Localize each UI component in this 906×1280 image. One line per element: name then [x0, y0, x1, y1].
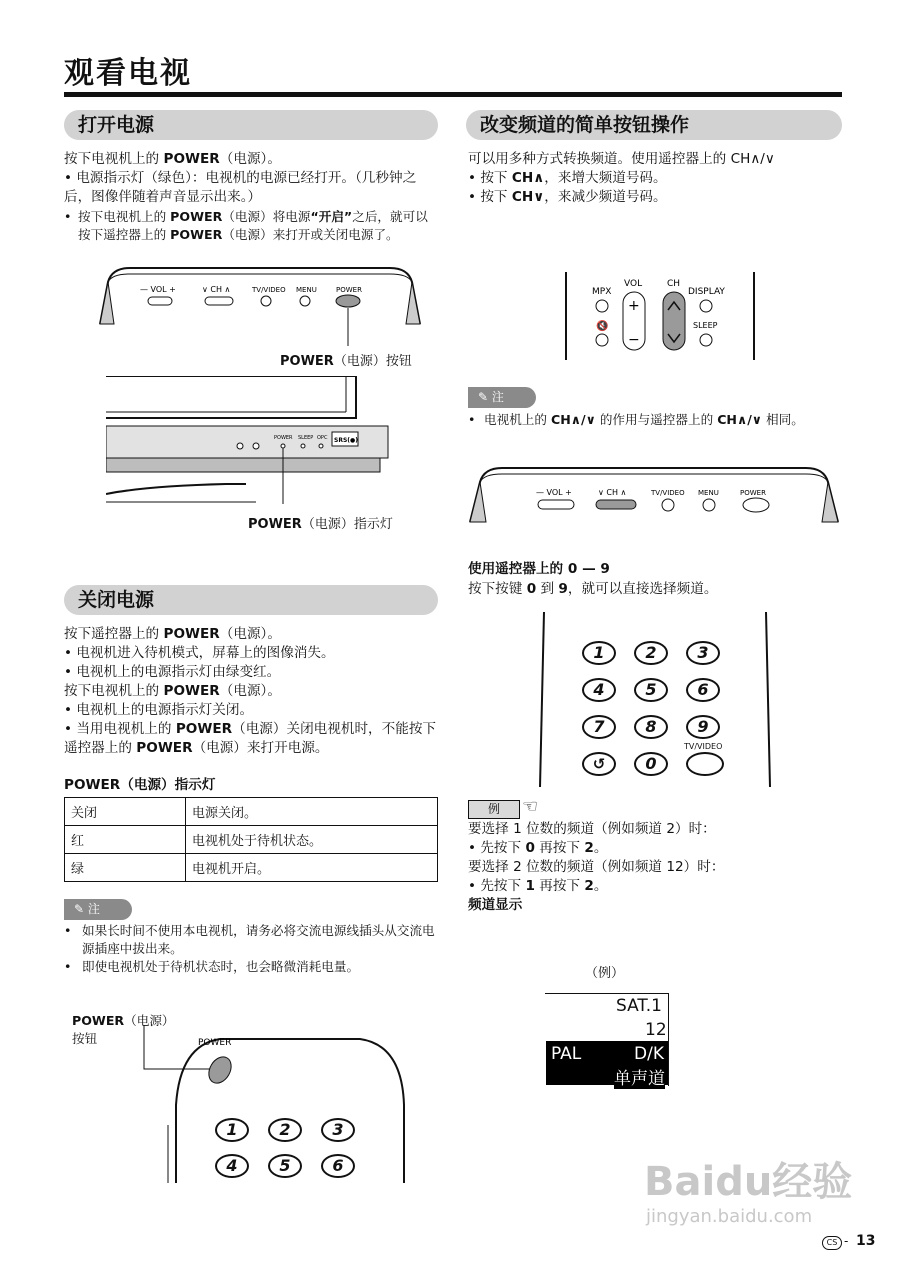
panel2-menu-button [703, 499, 715, 511]
mpx-label: MPX [592, 287, 612, 297]
power-on-text: 按下电视机上的 POWER（电源）。 • 电源指示灯（绿色）：电视机的电源已经打开。（几秒钟之后，图像伴随着声音显示出来。） [64, 150, 440, 207]
watermark-brand: Baidu经验 [644, 1159, 853, 1205]
pointing-hand-icon: ☜ [522, 796, 539, 817]
mpx-button [596, 300, 608, 312]
panel-menu-label: MENU [296, 286, 317, 294]
sleep-button [700, 334, 712, 346]
panel-ch-label: ∨ CH ∧ [202, 285, 231, 294]
panel2-vol-label: — VOL + [536, 488, 572, 497]
display-button [700, 300, 712, 312]
callout-power-button: POWER（电源）按钮 [280, 354, 412, 369]
power-on-bullet-2: • 按下电视机上的 POWER（电源）将电源“开启”之后，就可以按下遥控器上的 POWER（电源）来打开或关闭电源了。 [64, 209, 428, 242]
example-tag: 例 [468, 800, 520, 819]
svg-text:+: + [628, 298, 640, 314]
key-3[interactable]: 3 [321, 1118, 355, 1142]
remote-power-button [204, 1053, 235, 1087]
osd-sat: SAT.1 [616, 996, 663, 1016]
key-3[interactable]: 3 [686, 641, 720, 665]
key-0[interactable]: 0 [634, 752, 668, 776]
panel-power-button [336, 295, 360, 307]
osd-channel-number: 12 [645, 1020, 667, 1040]
display-label: DISPLAY [688, 287, 725, 297]
panel2-menu-label: MENU [698, 489, 719, 497]
vol-label: VOL [624, 279, 643, 289]
section-heading-power-on: 打开电源 [64, 110, 438, 140]
key-4[interactable]: 4 [215, 1154, 249, 1178]
ch-label: CH [667, 279, 681, 289]
panel2-ch-button [596, 500, 636, 509]
front-sleep-label: SLEEP [298, 435, 314, 441]
page-number: 13 [856, 1233, 876, 1249]
key-8[interactable]: 8 [634, 715, 668, 739]
osd-sound-system: D/K [634, 1044, 664, 1064]
remote-power-callout: POWER（电源） 按钮 [72, 1013, 175, 1046]
tvvideo-label: TV/VIDEO [684, 742, 723, 751]
front-srs-logo: SRS(●) [334, 437, 358, 444]
key-7[interactable]: 7 [582, 715, 616, 739]
tv-top-panel-illustration-2 [466, 462, 842, 524]
return-icon: ↺ [592, 755, 606, 773]
pencil-icon: ✎ [74, 902, 85, 916]
power-led [281, 444, 285, 448]
power-off-text: 按下遥控器上的 POWER（电源）。 • 电视机进入待机模式，屏幕上的图像消失。 • 电视机上的电源指示灯由绿变红。 按下电视机上的 POWER（电源）。 • 电视机上的电源指示灯关闭。 • 当用电视机上的 POWER（电源）关闭电视机时，不能按下遥控器上的 POWER（电源）来打开电源。 [64, 626, 437, 756]
digits-heading: 使用遥控器上的 0 — 9 [468, 561, 610, 577]
key-2[interactable]: 2 [634, 641, 668, 665]
mute-icon: 🔇 [596, 321, 609, 332]
section-heading-power-off: 关闭电源 [64, 585, 438, 615]
panel-tvvideo-button [261, 296, 271, 306]
table-row: 关闭 电源关闭。 [65, 798, 438, 826]
title-rule [64, 92, 842, 97]
panel-vol-label: — VOL + [140, 285, 176, 294]
cs-badge: CS [822, 1236, 842, 1250]
sleep-label: SLEEP [693, 321, 718, 330]
tv-front-illustration [106, 376, 396, 526]
mute-button [596, 334, 608, 346]
panel2-power-label: POWER [740, 489, 766, 497]
front-power-label: POWER [274, 435, 293, 441]
example-caption: （例） [585, 966, 625, 981]
panel-vol-button [148, 297, 172, 305]
channel-text: 可以用多种方式转换频道。使用遥控器上的 CH∧/∨ • 按下 CH∧，来增大频道号码。 • 按下 CH∨，来减少频道号码。 [468, 151, 775, 205]
return-key[interactable] [582, 752, 616, 776]
key-1[interactable]: 1 [215, 1118, 249, 1142]
panel2-vol-button [538, 500, 574, 509]
panel-power-label: POWER [336, 286, 362, 294]
page-sep: - [844, 1234, 849, 1248]
callout-power-led: POWER（电源）指示灯 [248, 517, 393, 532]
key-5[interactable]: 5 [634, 678, 668, 702]
panel2-ch-label: ∨ CH ∧ [598, 488, 627, 497]
panel-menu-button [300, 296, 310, 306]
panel2-tvvideo-label: TV/VIDEO [651, 489, 685, 497]
key-5[interactable]: 5 [268, 1154, 302, 1178]
remote-ch-illustration [560, 272, 760, 362]
section-heading-channel: 改变频道的简单按钮操作 [466, 110, 842, 140]
svg-text:−: − [628, 332, 640, 348]
pencil-icon: ✎ [478, 390, 489, 404]
panel-tvvideo-label: TV/VIDEO [252, 286, 286, 294]
key-1[interactable]: 1 [582, 641, 616, 665]
table-row: 绿 电视机开启。 [65, 854, 438, 882]
osd-system: PAL [551, 1044, 582, 1064]
tv-top-panel-illustration [90, 262, 430, 327]
panel2-tvvideo-button [662, 499, 674, 511]
table-row: 红 电视机处于待机状态。 [65, 826, 438, 854]
key-4[interactable]: 4 [582, 678, 616, 702]
note-1-list: • 如果长时间不使用本电视机，请务必将交流电源线插头从交流电源插座中拔出来。 • 即使电视机处于待机状态时，也会略微消耗电量。 [64, 923, 435, 974]
indicator-table-heading: POWER（电源）指示灯 [64, 777, 216, 793]
panel-ch-button [205, 297, 233, 305]
key-2[interactable]: 2 [268, 1118, 302, 1142]
key-9[interactable]: 9 [686, 715, 720, 739]
osd-audio: 单声道 [614, 1064, 665, 1089]
example-text: 要选择 1 位数的频道（例如频道 2）时： • 先按下 0 再按下 2。 要选择 2 位数的频道（例如频道 12）时： • 先按下 1 再按下 2。 频道显示 [468, 821, 725, 913]
note-2-text: • 电视机上的 CH∧/∨ 的作用与遥控器上的 CH∧/∨ 相同。 [468, 412, 804, 427]
note-tag-2: ✎ 注 [468, 387, 536, 408]
power-on-bullet-1: • 电源指示灯（绿色）：电视机的电源已经打开。（几秒钟之后，图像伴随着声音显示出来。） [64, 170, 417, 205]
key-6[interactable]: 6 [321, 1154, 355, 1178]
panel2-power-button [743, 498, 769, 512]
page-title: 观看电视 [64, 56, 192, 91]
key-6[interactable]: 6 [686, 678, 720, 702]
note-tag-1: ✎ 注 [64, 899, 132, 920]
front-opc-label: OPC [317, 435, 328, 441]
remote-power-label: POWER [198, 1038, 232, 1048]
indicator-table [64, 797, 438, 882]
watermark-url: jingyan.baidu.com [646, 1206, 813, 1227]
tvvideo-button[interactable] [686, 752, 724, 776]
digits-text: 按下按键 0 到 9，就可以直接选择频道。 [468, 581, 718, 597]
